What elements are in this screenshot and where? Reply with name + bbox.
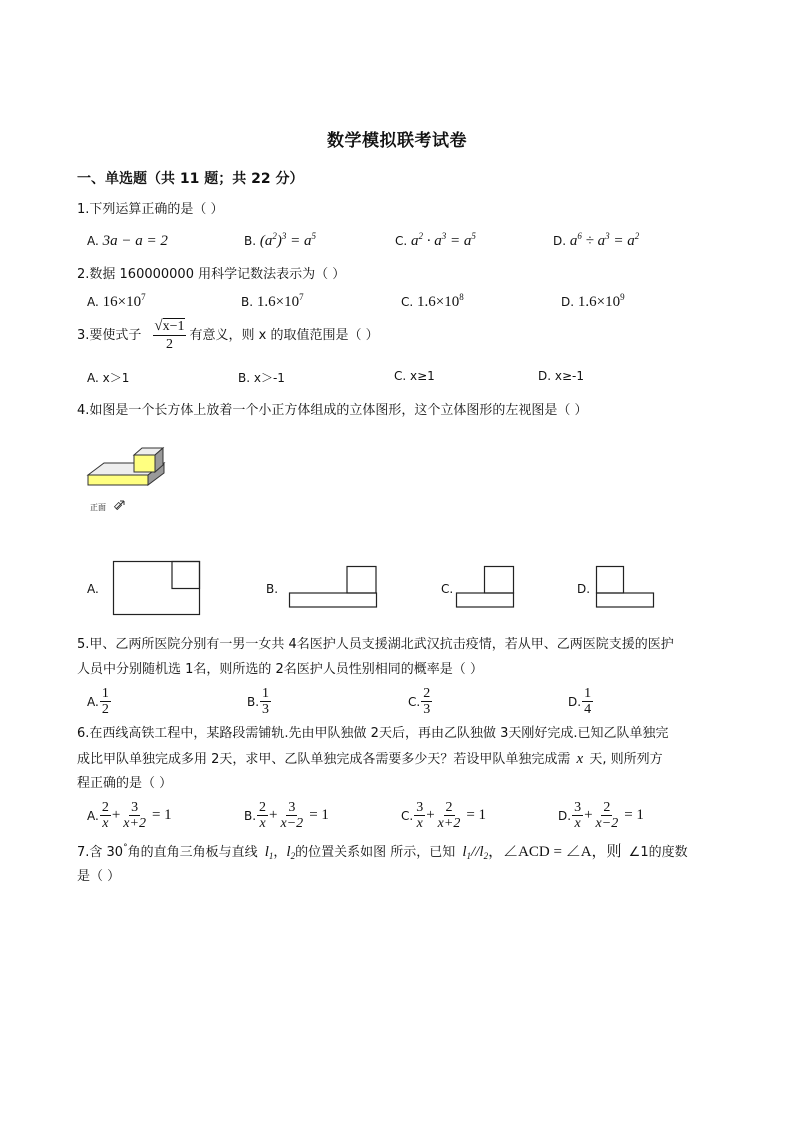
q1-option-b[interactable] [244, 233, 316, 250]
q5-option-c[interactable] [408, 686, 433, 717]
q1-option-c[interactable] [395, 233, 476, 250]
q6-line1: 6.在西线高铁工程中，某路段需铺轨.先由甲队独做 2天后，再由乙队独做 3天刚好完成.已知乙队单独完 [77, 726, 669, 741]
q5-option-a[interactable] [87, 686, 112, 717]
q3-option-c[interactable]: C. x≥1 [394, 369, 435, 383]
math-expr: $1.6\times 10^8$ [417, 292, 464, 310]
option-label: D. [558, 808, 572, 823]
option-label: A. [87, 694, 99, 709]
stem-text: 3.要使式子 [77, 327, 142, 343]
math-expr: $16\times 10^7$ [102, 292, 146, 310]
q5-option-d[interactable] [568, 686, 594, 717]
fraction: $\frac{2}{x}$ [259, 800, 267, 831]
q5-line1: 5.甲、乙两所医院分别有一男一女共 4名医护人员支援湖北武汉抗击疫情，若从甲、乙两医院支援的医护 [77, 637, 674, 652]
q1-option-a[interactable] [87, 233, 168, 250]
option-label: B. [247, 694, 260, 709]
arrow-icon [116, 501, 124, 509]
q4-option-b-label[interactable]: B. [266, 582, 279, 596]
q6-line3: 程正确的是（ ） [77, 776, 173, 791]
fraction: $\frac{2}{3}$ [423, 686, 431, 717]
q4-stem: 4.如图是一个长方体上放着一个小正方体组成的立体图形，这个立体图形的左视图是（ ） [77, 403, 588, 418]
math-expr: 3a − a = 2 [102, 233, 168, 249]
q3-option-b[interactable]: B. x＞-1 [238, 371, 285, 385]
option-label: B. [241, 295, 254, 309]
q3-stem [77, 318, 379, 353]
q7-line1: 7.含 30°角的直角三角板与直线 $l_1$，$l_2$的位置关系如图 所示，已知 $l_1//l_2$，∠ACD = ∠A，则 ∠1的度数 [77, 843, 688, 861]
fraction: $\frac{2}{x+2}$ [437, 800, 461, 831]
option-label: C. [408, 694, 421, 709]
q1-stem: 1.下列运算正确的是（ ） [77, 202, 224, 217]
q4-option-d-figure[interactable] [595, 565, 657, 610]
section-header: 一、单选题（共 11 题；共 22 分） [77, 171, 304, 187]
q6-option-d[interactable]: D. $\frac{3}{x}$ + $\frac{2}{x-2}$ = 1 [558, 800, 644, 831]
math-expr: $(a^2)^3 = a^5$ [259, 231, 316, 249]
fraction: $\frac{2}{x-2}$ [595, 800, 619, 831]
fraction: $\frac{1}{2}$ [101, 686, 109, 717]
option-label: B. [244, 234, 257, 248]
q3-option-d[interactable]: D. x≥-1 [538, 369, 584, 383]
fraction: $\frac{3}{x}$ [416, 800, 424, 831]
q4-option-a-label[interactable]: A. [87, 582, 99, 596]
fraction: $\frac{3}{x-2}$ [280, 800, 304, 831]
front-label: 正面 [90, 503, 106, 512]
fraction: $\frac{1}{4}$ [584, 686, 592, 717]
q2-option-a[interactable] [87, 294, 146, 311]
option-label: C. [401, 295, 414, 309]
fraction: $\frac{3}{x}$ [574, 800, 582, 831]
q4-option-c-figure[interactable] [455, 565, 517, 610]
option-label: A. [87, 295, 99, 309]
page-title: 数学模拟联考试卷 [327, 131, 467, 151]
q2-stem: 2.数据 160000000 用科学记数法表示为（ ） [77, 267, 346, 282]
q5-line2: 人员中分别随机选 1名，则所选的 2名医护人员性别相同的概率是（ ） [77, 662, 483, 677]
q2-option-d[interactable] [561, 294, 625, 311]
stem-text: 有意义，则 x 的取值范围是（ ） [189, 327, 379, 343]
q5-option-b[interactable] [247, 686, 272, 717]
q2-option-c[interactable] [401, 294, 464, 311]
math-expr: $a^6 \div a^3 = a^2$ [569, 231, 640, 249]
q4-option-d-label[interactable]: D. [577, 582, 591, 596]
option-label: D. [561, 295, 575, 309]
q6-line2: 成比甲队单独完成多用 2天，求甲、乙队单独完成各需要多少天？若设甲队单独完成需 x 天, 则所列方 [77, 751, 663, 767]
math-expr: $1.6\times 10^7$ [256, 292, 304, 310]
q1-option-d[interactable] [553, 233, 639, 250]
option-label: A. [87, 808, 99, 823]
option-label: D. [553, 234, 567, 248]
radical-fraction: √x−1 2 [154, 318, 185, 352]
math-expr: $a^2 \cdot a^3 = a^5$ [411, 231, 476, 249]
q4-option-b-figure[interactable] [288, 565, 378, 610]
q4-option-a-figure[interactable] [112, 560, 202, 617]
q6-option-a[interactable]: A. $\frac{2}{x}$ + $\frac{3}{x+2}$ = 1 [87, 800, 172, 831]
fraction: $\frac{1}{3}$ [262, 686, 270, 717]
q4-option-c-label[interactable]: C. [441, 582, 454, 596]
q2-option-b[interactable] [241, 294, 304, 311]
q3-option-a[interactable]: A. x＞1 [87, 371, 130, 385]
q7-line2: 是（ ） [77, 869, 121, 884]
option-label: D. [568, 694, 582, 709]
option-label: C. [395, 234, 408, 248]
fraction: $\frac{2}{x}$ [101, 800, 109, 831]
option-label: C. [401, 808, 414, 823]
math-expr: $1.6\times 10^9$ [577, 292, 625, 310]
option-label: B. [244, 808, 257, 823]
q6-option-c[interactable]: C. $\frac{3}{x}$ + $\frac{2}{x+2}$ = 1 [401, 800, 487, 831]
fraction: $\frac{3}{x+2}$ [123, 800, 146, 831]
option-label: A. [87, 234, 99, 248]
q6-option-b[interactable]: B. $\frac{2}{x}$ + $\frac{3}{x-2}$ = 1 [244, 800, 329, 831]
